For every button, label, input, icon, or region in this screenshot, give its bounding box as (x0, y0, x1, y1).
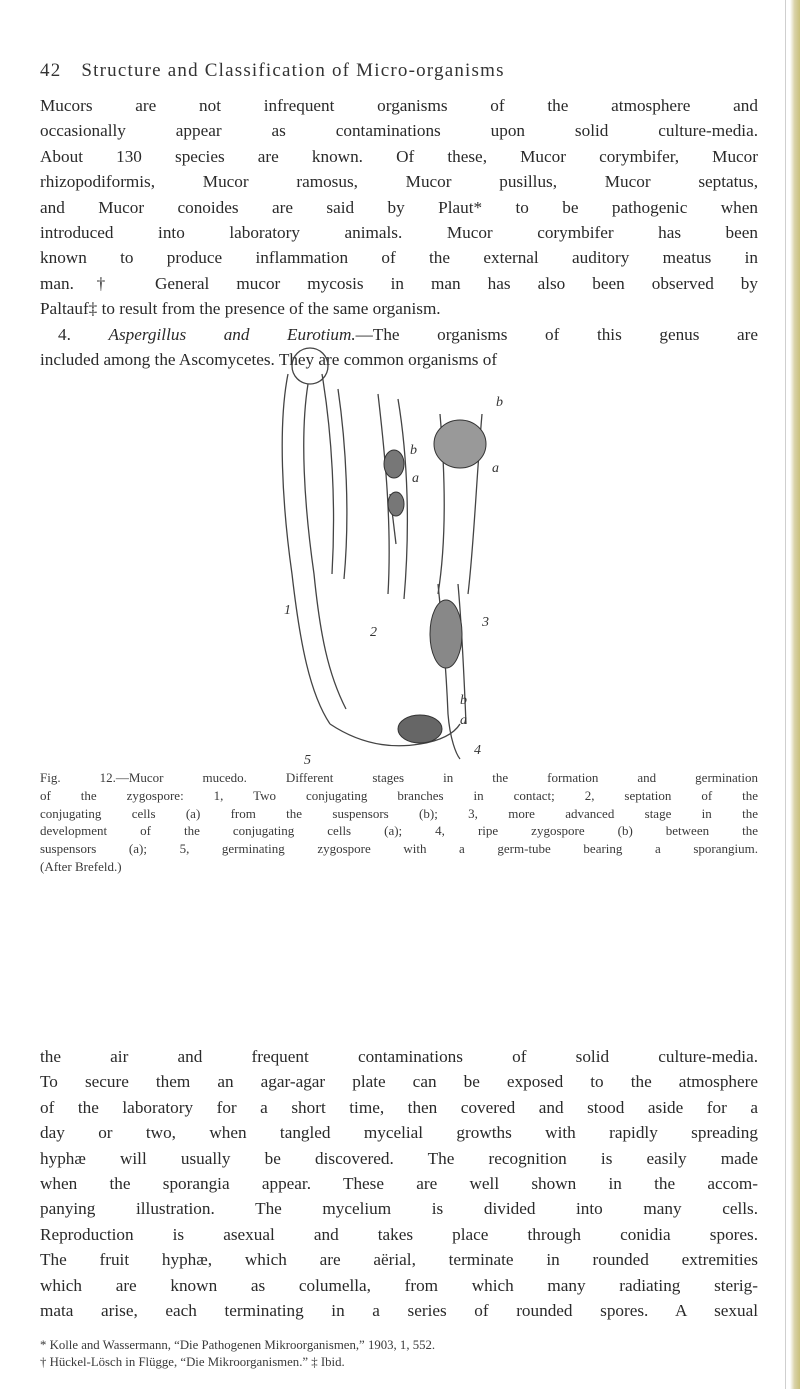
text-line: man.† General mucor mycosis in man has also been observed by (40, 273, 758, 293)
footnote: † Hückel-Lösch in Flügge, “Die Mikroorganismen.” ‡ Ibid. (40, 1355, 345, 1369)
section-text: —The organisms of this genus are (355, 324, 759, 344)
text-line: panying illustration. The mycelium is divided into many cells. (40, 1199, 758, 1219)
text-line: the air and frequent contaminations of solid culture-media. (40, 1047, 758, 1066)
label-4: 4 (474, 743, 481, 758)
hypha-1b-left (322, 374, 334, 574)
paragraph-aspergillus (40, 1044, 758, 1323)
text-line: introduced into laboratory animals. Mucor corymbifer has been (40, 223, 758, 243)
page-number: 42 (40, 60, 62, 81)
zygospore-3 (434, 420, 486, 468)
page-edge-line (785, 0, 786, 1389)
label-b: b (410, 443, 417, 458)
label-a-4: a (460, 713, 467, 728)
footnote: * Kolle and Wassermann, “Die Pathogenen Mikroorganismen,” 1903, 1, 552. (40, 1338, 436, 1352)
label-3: 3 (482, 615, 489, 630)
paragraph-mucors (40, 93, 758, 372)
footnotes (40, 1337, 758, 1371)
text-line: occasionally appear as contaminations upon solid culture-media. (40, 121, 758, 141)
hypha-1b-right (338, 389, 347, 579)
text-line: and Mucor conoides are said by Plaut* to be pathogenic when (40, 197, 758, 217)
caption-line: (After Brefeld.) (40, 858, 122, 874)
text-line: known to produce inflammation of the external auditory meatus in (40, 248, 758, 268)
text-line: To secure them an agar-agar plate can be exposed to the atmosphere (40, 1072, 758, 1092)
figure-caption (40, 769, 758, 876)
hypha-2-left (378, 394, 389, 594)
zygospore-4 (430, 600, 462, 668)
text-line: Mucors are not infrequent organisms of the atmosphere and (40, 96, 758, 115)
text-line: Paltauf‡ to result from the presence of the same organism. (40, 299, 441, 319)
caption-line: of the zygospore: 1, Two conjugating branches in contact; 2, septation of the (40, 787, 758, 803)
section-number: 4. (58, 324, 71, 344)
book-page-edge (790, 0, 800, 1389)
zygospore-figure (270, 344, 530, 764)
text-line: included among the Ascomycetes. They are common organisms of (40, 350, 498, 370)
text-line: Reproduction is asexual and takes place through conidia spores. (40, 1224, 758, 1244)
running-header (40, 60, 760, 82)
label-2: 2 (370, 625, 377, 640)
sporangium-circle (292, 348, 328, 384)
conjugating-cell-2b (388, 492, 404, 516)
text-line: which are known as columella, from which many radiating sterig- (40, 1275, 758, 1295)
section-heading: Aspergillus and Eurotium. (108, 324, 356, 344)
hypha-1-left (282, 374, 330, 724)
label-b-3: b (496, 395, 503, 410)
conjugating-cell-2a (384, 450, 404, 478)
text-line: rhizopodiformis, Mucor ramosus, Mucor pusillus, Mucor septatus, (40, 172, 758, 192)
caption-line: development of the conjugating cells (a); 4, ripe zygospore (b) between the (40, 823, 758, 839)
text-line: of the laboratory for a short time, then covered and stood aside for a (40, 1097, 758, 1117)
text-line: day or two, when tangled mycelial growths with rapidly spreading (40, 1123, 758, 1143)
text-line: About 130 species are known. Of these, Mucor corymbifer, Mucor (40, 146, 758, 166)
caption-line: Fig. 12.—Mucor mucedo. Different stages in the formation and germination (40, 770, 758, 785)
label-a: a (412, 471, 419, 486)
text-line: The fruit hyphæ, which are aërial, terminate in rounded extremities (40, 1250, 758, 1270)
text-line: when the sporangia appear. These are well shown in the accom- (40, 1174, 758, 1194)
germinating-zygospore-5 (398, 715, 442, 743)
label-1: 1 (284, 603, 291, 618)
label-b-4: b (460, 693, 467, 708)
caption-line: suspensors (a); 5, germinating zygospore with a germ-tube bearing a sporangium. (40, 841, 758, 857)
text-line: mata arise, each terminating in a series of rounded spores. A sexual (40, 1301, 758, 1321)
running-title: Structure and Classification of Micro-organisms (81, 60, 505, 81)
label-a-3: a (492, 461, 499, 476)
hypha-1-right (304, 384, 346, 709)
caption-line: conjugating cells (a) from the suspensors (b); 3, more advanced stage in the (40, 805, 758, 821)
label-5: 5 (304, 753, 311, 764)
text-line: hyphæ will usually be discovered. The recognition is easily made (40, 1148, 758, 1168)
